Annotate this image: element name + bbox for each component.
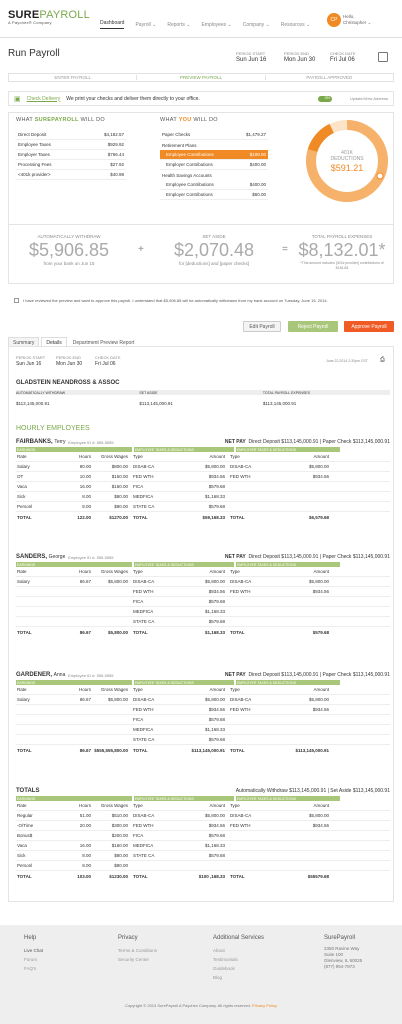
company-summary-header: AUTOMATICALLY WITHDRAW SET ASIDE TOTAL PAYROLL EXPENSES xyxy=(16,390,390,395)
footer-services: Additional Services About Testimonials Guidebook Blog xyxy=(213,935,265,980)
table-row: FICA $579.68 xyxy=(16,597,390,607)
detail-check-date: CHECK DATE Fri Jul 06 xyxy=(95,355,121,367)
privacy-policy-link[interactable]: Privacy Policy xyxy=(252,1003,277,1008)
footer-link[interactable]: Guidebook xyxy=(213,966,235,971)
table-row: TOTAL 86.67 $555,555,800.00 TOTAL $113,145,000.91 TOTAL $113,145,000.91 xyxy=(17,747,329,753)
donut-label: 401K DEDUCTIONS $591.21 xyxy=(330,150,364,173)
copyright: Copyright © 2013 SurePayroll A Paychex Company. All rights reserved. Privacy Policy xyxy=(125,1003,277,1008)
consent-checkbox[interactable] xyxy=(14,298,19,303)
table-row: -O/Time 20.00 $300.00 FED WTH $934.56 FED WTH $934.56 xyxy=(16,821,390,831)
table-row: FED WTH $934.56 FED WTH $934.56 xyxy=(16,705,390,715)
print-icon[interactable]: ⎙ xyxy=(380,357,385,363)
table-row: Rate Hours Gross Wages Type Amount Type Amount xyxy=(16,452,390,462)
hourly-heading: HOURLY EMPLOYEES xyxy=(16,425,90,432)
table-row: STATE CA $579.68 xyxy=(16,735,390,745)
list-item: Paper Checks $1,479.27 xyxy=(160,130,268,140)
equals-icon: = xyxy=(282,244,288,255)
list-item-highlight[interactable]: Employee Contributions $109.00 xyxy=(160,150,268,160)
period-end: PERIOD END Mon Jun 30 xyxy=(284,51,316,63)
page-title: Run Payroll xyxy=(8,48,60,59)
footer-privacy: Privacy Terms & Conditions Security Center xyxy=(118,935,158,962)
update-address-link[interactable]: Update/View Address xyxy=(349,96,388,101)
list-item: Employee Taxes $929.92 xyxy=(16,140,126,150)
table-row: Sick 8.00 $80.00 STATE CA $579.68 xyxy=(16,851,390,861)
tab-details[interactable]: Details xyxy=(41,337,66,348)
employee-block: GARDENER, Anna Employee ID #: 555-5555 NET PAY Direct Deposit $113,145,000.91 | Paper Check $113,145,000.91 EARNINGS EMPLOYEE TAXES & DEDUCTIONS EMPLOYER TAXES & DEDUCTIONS Rate Hours Gross Wages Type Amount Type Amount Salary 86.67 $5,800.00 DISAB-CA $5,800.00 DISAB-CA $5,800.00 FED WTH $934.56 FED WTH $934.56 FICA $579.68 MEDFICA $1,168.33 STATE CA $579.68 TOTAL 86.67 $555,555,800.00 TOTAL $113,145,000.91 TOTAL $113,145,000.91 xyxy=(16,670,390,755)
table-row: Sick 8.00 $80.00 MEDFICA $1,168.33 xyxy=(16,492,390,502)
table-row: TOTAL 86.67 $5,800.00 TOTAL $1,168.33 TOTAL $579.68 xyxy=(17,629,329,635)
list-item: Processing Fees $27.92 xyxy=(16,160,126,170)
table-row: Rate Hours Gross Wages Type Amount Type Amount xyxy=(16,567,390,577)
reject-payroll-button[interactable]: Reject Payroll xyxy=(288,321,338,332)
table-row: Vaca 16.00 $160.00 MEDFICA $1,168.33 xyxy=(16,841,390,851)
period-start: PERIOD START Sun Jun 16 xyxy=(236,51,267,63)
list-item: Employer Contributions $400.00 xyxy=(160,160,268,170)
progress-steps xyxy=(8,73,394,82)
table-row: MEDFICA $1,168.33 xyxy=(16,725,390,735)
withdraw-summary: AUTOMATICALLY WITHDRAW $5,906.85 from your bank on Jun 15 xyxy=(28,234,110,266)
table-row: TOTAL 103.00 $1230.00 TOTAL $100 ,168.33 TOTAL $55579.68 xyxy=(17,873,329,879)
employee-block: FAIRBANKS, Terry Employee ID #: 555-5555 NET PAY Direct Deposit $113,145,000.91 | Paper Check $113,145,000.91 EARNINGS EMPLOYEE TAXES & DEDUCTIONS EMPLOYER TAXES & DEDUCTIONS Rate Hours Gross Wages Type Amount Type Amount Salary 80.00 $800.00 DISAB-CA $5,800.00 DISAB-CA $5,800.00 OT 10.00 $150.00 FED WTH $934.56 FED WTH $934.56 Vaca 16.00 $160.00 FICA $579.68 Sick 8.00 $80.00 MEDFICA $1,168.33 Personl 8.00 $80.00 STATE CA $579.68 TOTAL 122.00 $1270.00 TOTAL $59,168.33 TOTAL $6,579.68 xyxy=(16,437,390,522)
table-row: TOTAL 122.00 $1270.00 TOTAL $59,168.33 TOTAL $6,579.68 xyxy=(17,514,329,520)
detail-period-start: PERIOD START Sun Jun 16 xyxy=(16,355,46,367)
table-row: Salary 86.67 $5,800.00 DISAB-CA $5,800.00 DISAB-CA $5,800.00 xyxy=(16,695,390,705)
footer-link[interactable]: Terms & Conditions xyxy=(118,948,158,953)
calendar-icon[interactable] xyxy=(378,52,388,62)
footer-link[interactable]: FAQ's xyxy=(24,966,37,971)
step-preview: PREVIEW PAYROLL xyxy=(136,75,265,80)
list-item: Employer Contributions $60.00 xyxy=(160,190,268,200)
footer xyxy=(0,925,402,1024)
you-table xyxy=(160,130,268,200)
table-row: OT 10.00 $150.00 FED WTH $934.56 FED WTH $934.56 xyxy=(16,472,390,482)
table-row: Personl 8.00 $80.00 xyxy=(16,861,390,871)
list-item: Employee Contributions $400.00 xyxy=(160,180,268,190)
company-summary-values: $113,145,000.91 $113,145,000.91 $113,145,000.91 xyxy=(16,401,297,406)
table-row: STATE CA $579.68 xyxy=(16,617,390,627)
totals-block: TOTALS Automatically Withdraw $113,145,000.91 | Set Aside $113,145,000.91 EARNINGS EMPLOYEE TAXES & DEDUCTIONS EMPLOYER TAXES & DEDUCTIONS Rate Hours Gross Wages Type Amount Type Amount Regular 51.00 $510.00 DISAB-CA $5,800.00 DISAB-CA $5,800.00 -O/Time 20.00 $300.00 FED WTH $934.56 FED WTH $934.56 Bonus$ $200.00 FICA $579.68 Vaca 16.00 $160.00 MEDFICA $1,168.33 Sick 8.00 $80.00 STATE CA $579.68 Personl 8.00 $80.00 TOTAL 103.00 $1230.00 TOTAL $100 ,168.33 TOTAL $55579.68 xyxy=(16,786,390,881)
divider xyxy=(8,224,394,225)
step-approved: PAYROLL APPROVED xyxy=(306,75,353,80)
footer-link[interactable]: Live Chat xyxy=(24,948,44,953)
list-item: Retirement Plans xyxy=(162,142,197,148)
main-nav xyxy=(100,20,310,29)
nav-reports[interactable]: Reports ⌄ xyxy=(167,21,191,28)
tab-summary[interactable]: Summary xyxy=(8,337,39,348)
footer-address: SurePayroll 2350 Ravine Way Suite 100 Glenview, IL 60025 (877) 954-7873 xyxy=(324,935,363,969)
list-item: <401k provider> $40.98 xyxy=(16,170,126,180)
list-item: Health Savings Accounts xyxy=(162,172,212,178)
company-name: GLADSTEIN NEANDROSS & ASSOC xyxy=(16,380,120,386)
you-heading: WHAT YOU WILL DO xyxy=(160,117,218,123)
tab-department-report[interactable]: Department Preview Report xyxy=(69,338,139,348)
detail-period-end: PERIOD END Mon Jun 30 xyxy=(56,355,83,367)
check-delivery-link[interactable]: Check Delivery xyxy=(26,95,61,102)
table-row: Salary 80.00 $800.00 DISAB-CA $5,800.00 DISAB-CA $5,800.00 xyxy=(16,462,390,472)
table-row: Bonus$ $200.00 FICA $579.68 xyxy=(16,831,390,841)
footer-link[interactable]: About xyxy=(213,948,225,953)
nav-resources[interactable]: Resources ⌄ xyxy=(280,21,311,28)
donut-handle xyxy=(377,173,383,179)
table-row: Rate Hours Gross Wages Type Amount Type Amount xyxy=(16,685,390,695)
truck-icon: ▣ xyxy=(14,95,21,103)
nav-company[interactable]: Company ⌄ xyxy=(242,21,270,28)
approve-payroll-button[interactable]: Approve Payroll xyxy=(344,321,394,332)
table-row: FICA $579.68 xyxy=(16,715,390,725)
footer-link[interactable]: Forum xyxy=(24,957,38,962)
list-item: Direct Deposit $4,182.57 xyxy=(16,130,126,140)
employee-block: SANDERS, George Employee ID #: 555-5555 NET PAY Direct Deposit $113,145,000.91 | Paper Check $113,145,000.91 EARNINGS EMPLOYEE TAXES & DEDUCTIONS EMPLOYER TAXES & DEDUCTIONS Rate Hours Gross Wages Type Amount Type Amount Salary 86.67 $5,800.00 DISAB-CA $5,800.00 DISAB-CA $5,800.00 FED WTH $934.56 FED WTH $934.56 FICA $579.68 MEDFICA $1,168.33 STATE CA $579.68 TOTAL 86.67 $5,800.00 TOTAL $1,168.33 TOTAL $579.68 xyxy=(16,552,390,637)
nav-employees[interactable]: Employees ⌄ xyxy=(201,21,232,28)
step-enter[interactable]: ENTER PAYROLL xyxy=(54,75,91,80)
consent-row: I have reviewed the preview and want to approve this payroll. I understand that $5,906.85 will be automatically withdrawn from my bank account on Tuesday, June 15, 2014. xyxy=(14,298,328,303)
table-row: Vaca 16.00 $160.00 FICA $579.68 xyxy=(16,482,390,492)
brand-logo[interactable]: SUREPAYROLL A Paychex® Company xyxy=(8,9,90,25)
surepayroll-heading: WHAT SUREPAYROLL WILL DO xyxy=(16,117,106,123)
list-item: Employer Taxes $766.44 xyxy=(16,150,126,160)
footer-help: Help Live Chat Forum FAQ's xyxy=(24,935,44,971)
nav-payroll[interactable]: Payroll ⌄ xyxy=(135,21,157,28)
table-row: FED WTH $934.56 FED WTH $934.56 xyxy=(16,587,390,597)
setaside-summary: SET ASIDE $2,070.48 for [deductions] and [paper checks] xyxy=(173,234,255,266)
delivery-toggle[interactable]: ON xyxy=(318,96,332,102)
footer-link[interactable]: Blog xyxy=(213,975,223,980)
footer-link[interactable]: Security Center xyxy=(118,957,150,962)
plus-icon: + xyxy=(138,244,144,255)
nav-dashboard[interactable]: Dashboard xyxy=(100,20,124,29)
table-row: Rate Hours Gross Wages Type Amount Type Amount xyxy=(16,801,390,811)
table-row: Personl 8.00 $80.00 STATE CA $579.68 xyxy=(16,502,390,512)
table-row: Salary 86.67 $5,800.00 DISAB-CA $5,800.00 DISAB-CA $5,800.00 xyxy=(16,577,390,587)
edit-payroll-button[interactable]: Edit Payroll xyxy=(243,321,281,332)
table-row: Regular 51.00 $510.00 DISAB-CA $5,800.00 DISAB-CA $5,800.00 xyxy=(16,811,390,821)
check-delivery-bar: ▣ Check Delivery We print your checks and deliver them directly to your office. ON Update/View Address xyxy=(8,91,394,106)
check-date: CHECK DATE Fri Jul 06 xyxy=(330,51,356,63)
user-menu[interactable]: Hello, Christopher ⌄ xyxy=(343,14,372,25)
avatar[interactable]: CP xyxy=(327,13,341,27)
footer-link[interactable]: Testimonials xyxy=(213,957,238,962)
surepayroll-table xyxy=(16,130,126,180)
total-summary: TOTAL PAYROLL EXPENSES $8,132.01* *This amount includes [401k provider] contributions of $154.68 xyxy=(298,234,386,270)
timestamp: June 22,2014 2:30pm CST xyxy=(326,359,368,363)
table-row: MEDFICA $1,168.33 xyxy=(16,607,390,617)
